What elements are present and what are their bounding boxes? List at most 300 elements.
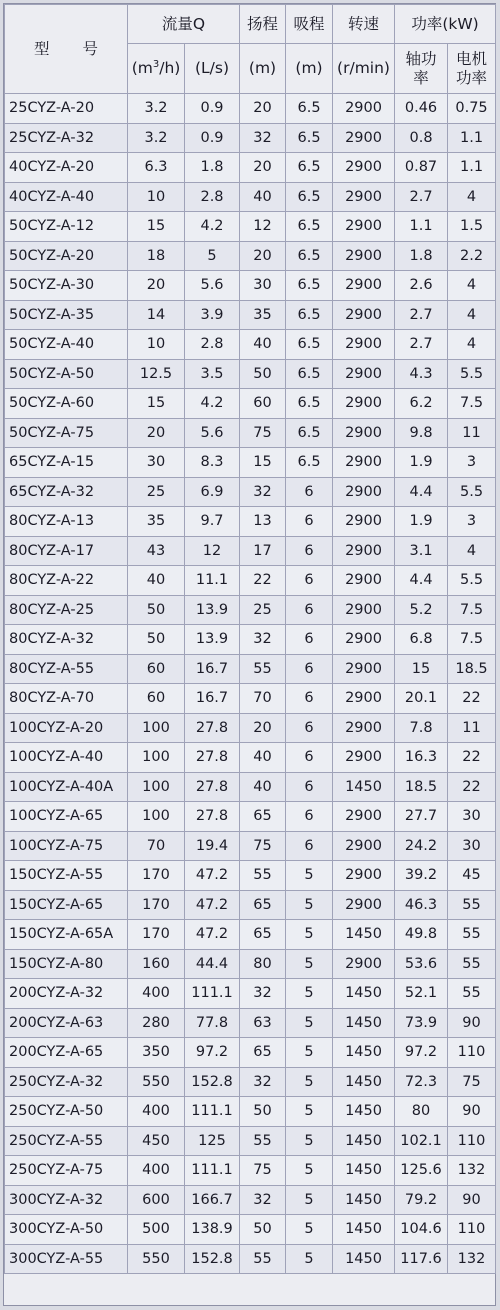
flow-m3h-cell: 450: [128, 1126, 185, 1156]
flow-m3h-cell: 14: [128, 300, 185, 330]
head-cell: 60: [240, 389, 286, 419]
flow-ls-cell: 13.9: [185, 625, 240, 655]
suction-cell: 5: [286, 1244, 333, 1274]
suction-cell: 6.5: [286, 94, 333, 124]
suction-cell: 5: [286, 861, 333, 891]
shaft-power-cell: 39.2: [395, 861, 448, 891]
speed-unit: (r/min): [333, 44, 395, 94]
speed-cell: 1450: [333, 1097, 395, 1127]
shaft-power-cell: 1.1: [395, 212, 448, 242]
head-cell: 25: [240, 595, 286, 625]
flow-m3h-cell: 25: [128, 477, 185, 507]
motor-power-cell: 55: [448, 949, 496, 979]
model-cell: 150CYZ-A-55: [5, 861, 128, 891]
model-cell: 80CYZ-A-55: [5, 654, 128, 684]
flow-ls-cell: 2.8: [185, 330, 240, 360]
flow-ls-cell: 125: [185, 1126, 240, 1156]
model-cell: 80CYZ-A-32: [5, 625, 128, 655]
model-cell: 50CYZ-A-30: [5, 271, 128, 301]
head-cell: 12: [240, 212, 286, 242]
shaft-power-cell: 117.6: [395, 1244, 448, 1274]
shaft-power-cell: 2.7: [395, 182, 448, 212]
speed-cell: 2900: [333, 389, 395, 419]
shaft-power-cell: 4.4: [395, 566, 448, 596]
flow-ls-cell: 152.8: [185, 1067, 240, 1097]
shaft-power-cell: 72.3: [395, 1067, 448, 1097]
motor-power-cell: 22: [448, 772, 496, 802]
speed-cell: 2900: [333, 359, 395, 389]
motor-power-cell: 3: [448, 507, 496, 537]
flow-unit-ls: (L/s): [185, 44, 240, 94]
flow-ls-cell: 47.2: [185, 861, 240, 891]
speed-cell: 2900: [333, 182, 395, 212]
motor-power-cell: 22: [448, 684, 496, 714]
head-cell: 20: [240, 153, 286, 183]
speed-cell: 2900: [333, 271, 395, 301]
flow-ls-cell: 111.1: [185, 979, 240, 1009]
motor-power-cell: 110: [448, 1038, 496, 1068]
head-cell: 70: [240, 684, 286, 714]
table-row: [5, 1097, 496, 1127]
model-cell: 150CYZ-A-65: [5, 890, 128, 920]
head-cell: 63: [240, 1008, 286, 1038]
motor-power-cell: 11: [448, 713, 496, 743]
head-cell: 15: [240, 448, 286, 478]
shaft-power-cell: 4.3: [395, 359, 448, 389]
flow-ls-cell: 4.2: [185, 389, 240, 419]
head-cell: 20: [240, 713, 286, 743]
flow-ls-cell: 4.2: [185, 212, 240, 242]
model-cell: 25CYZ-A-32: [5, 123, 128, 153]
speed-cell: 2900: [333, 890, 395, 920]
shaft-power-cell: 0.8: [395, 123, 448, 153]
table-row: [5, 212, 496, 242]
table-row: [5, 359, 496, 389]
motor-power-cell: 75: [448, 1067, 496, 1097]
suction-cell: 6: [286, 713, 333, 743]
table-row: [5, 1215, 496, 1245]
head-cell: 50: [240, 1097, 286, 1127]
shaft-power-cell: 73.9: [395, 1008, 448, 1038]
flow-m3h-cell: 100: [128, 743, 185, 773]
shaft-power-cell: 0.46: [395, 94, 448, 124]
speed-cell: 2900: [333, 94, 395, 124]
shaft-power-cell: 49.8: [395, 920, 448, 950]
head-cell: 32: [240, 979, 286, 1009]
flow-ls-cell: 47.2: [185, 920, 240, 950]
flow-ls-cell: 6.9: [185, 477, 240, 507]
head-cell: 22: [240, 566, 286, 596]
model-cell: 65CYZ-A-32: [5, 477, 128, 507]
head-cell: 20: [240, 241, 286, 271]
motor-power-cell: 5.5: [448, 477, 496, 507]
model-cell: 150CYZ-A-65A: [5, 920, 128, 950]
shaft-power-cell: 46.3: [395, 890, 448, 920]
model-cell: 100CYZ-A-75: [5, 831, 128, 861]
suction-cell: 5: [286, 890, 333, 920]
table-row: [5, 1244, 496, 1274]
flow-m3h-cell: 70: [128, 831, 185, 861]
motor-power-cell: 2.2: [448, 241, 496, 271]
suction-cell: 6: [286, 831, 333, 861]
speed-cell: 2900: [333, 241, 395, 271]
flow-m3h-cell: 60: [128, 654, 185, 684]
shaft-power-cell: 80: [395, 1097, 448, 1127]
flow-m3h-cell: 280: [128, 1008, 185, 1038]
suction-unit: (m): [286, 44, 333, 94]
motor-power-cell: 1.5: [448, 212, 496, 242]
motor-power-header: 电机功率: [448, 44, 496, 94]
flow-m3h-cell: 40: [128, 566, 185, 596]
table-row: [5, 861, 496, 891]
motor-power-cell: 3: [448, 448, 496, 478]
speed-cell: 1450: [333, 1008, 395, 1038]
flow-ls-cell: 5.6: [185, 418, 240, 448]
shaft-power-header: 轴功率: [395, 44, 448, 94]
table-row: [5, 536, 496, 566]
flow-ls-cell: 27.8: [185, 713, 240, 743]
speed-cell: 1450: [333, 1038, 395, 1068]
motor-power-cell: 11: [448, 418, 496, 448]
flow-m3h-cell: 160: [128, 949, 185, 979]
suction-cell: 6: [286, 477, 333, 507]
suction-cell: 6: [286, 802, 333, 832]
shaft-power-cell: 6.2: [395, 389, 448, 419]
motor-power-cell: 4: [448, 300, 496, 330]
table-row: [5, 507, 496, 537]
flow-m3h-cell: 50: [128, 625, 185, 655]
speed-cell: 2900: [333, 861, 395, 891]
head-cell: 40: [240, 772, 286, 802]
suction-cell: 6: [286, 507, 333, 537]
flow-m3h-cell: 100: [128, 713, 185, 743]
speed-cell: 2900: [333, 123, 395, 153]
suction-header: 吸程: [286, 5, 333, 44]
speed-cell: 1450: [333, 1215, 395, 1245]
model-cell: 100CYZ-A-65: [5, 802, 128, 832]
table-row: [5, 743, 496, 773]
table-row: [5, 1067, 496, 1097]
shaft-power-cell: 0.87: [395, 153, 448, 183]
table-row: [5, 802, 496, 832]
model-cell: 40CYZ-A-20: [5, 153, 128, 183]
speed-cell: 2900: [333, 477, 395, 507]
flow-m3h-cell: 350: [128, 1038, 185, 1068]
flow-ls-cell: 9.7: [185, 507, 240, 537]
shaft-power-cell: 24.2: [395, 831, 448, 861]
pump-spec-sheet: [3, 3, 496, 1306]
flow-ls-cell: 44.4: [185, 949, 240, 979]
model-cell: 200CYZ-A-65: [5, 1038, 128, 1068]
head-unit: (m): [240, 44, 286, 94]
suction-cell: 6: [286, 536, 333, 566]
suction-cell: 6.5: [286, 389, 333, 419]
suction-cell: 5: [286, 1067, 333, 1097]
motor-power-cell: 45: [448, 861, 496, 891]
flow-m3h-cell: 3.2: [128, 123, 185, 153]
motor-power-cell: 55: [448, 979, 496, 1009]
flow-header: 流量Q: [128, 5, 240, 44]
model-cell: 100CYZ-A-20: [5, 713, 128, 743]
suction-cell: 6: [286, 772, 333, 802]
flow-m3h-cell: 100: [128, 772, 185, 802]
head-cell: 32: [240, 1067, 286, 1097]
suction-cell: 6.5: [286, 212, 333, 242]
suction-cell: 5: [286, 1185, 333, 1215]
head-cell: 55: [240, 1244, 286, 1274]
speed-cell: 2900: [333, 713, 395, 743]
speed-cell: 2900: [333, 330, 395, 360]
flow-unit-m3h: $(m^3/h)$: [128, 44, 185, 94]
speed-cell: 2900: [333, 507, 395, 537]
flow-ls-cell: 5: [185, 241, 240, 271]
speed-cell: 2900: [333, 654, 395, 684]
shaft-power-cell: 102.1: [395, 1126, 448, 1156]
table-body: [5, 94, 496, 1274]
table-row: [5, 123, 496, 153]
head-cell: 75: [240, 418, 286, 448]
table-row: [5, 566, 496, 596]
model-cell: 300CYZ-A-50: [5, 1215, 128, 1245]
motor-power-cell: 132: [448, 1156, 496, 1186]
table-row: [5, 1038, 496, 1068]
model-cell: 80CYZ-A-22: [5, 566, 128, 596]
flow-m3h-cell: 18: [128, 241, 185, 271]
speed-cell: 2900: [333, 566, 395, 596]
shaft-power-cell: 15: [395, 654, 448, 684]
flow-ls-cell: 0.9: [185, 123, 240, 153]
shaft-power-cell: 18.5: [395, 772, 448, 802]
suction-cell: 6.5: [286, 153, 333, 183]
table-row: [5, 389, 496, 419]
flow-ls-cell: 47.2: [185, 890, 240, 920]
suction-cell: 6: [286, 595, 333, 625]
head-cell: 65: [240, 920, 286, 950]
flow-m3h-cell: 10: [128, 182, 185, 212]
model-cell: 50CYZ-A-60: [5, 389, 128, 419]
shaft-power-cell: 2.6: [395, 271, 448, 301]
motor-power-cell: 1.1: [448, 123, 496, 153]
suction-cell: 5: [286, 920, 333, 950]
shaft-power-cell: 1.8: [395, 241, 448, 271]
suction-cell: 6: [286, 654, 333, 684]
head-cell: 32: [240, 477, 286, 507]
shaft-power-cell: 4.4: [395, 477, 448, 507]
model-cell: 100CYZ-A-40A: [5, 772, 128, 802]
shaft-power-cell: 125.6: [395, 1156, 448, 1186]
speed-cell: 2900: [333, 448, 395, 478]
flow-ls-cell: 111.1: [185, 1156, 240, 1186]
table-row: [5, 625, 496, 655]
model-cell: 100CYZ-A-40: [5, 743, 128, 773]
motor-power-cell: 4: [448, 330, 496, 360]
table-row: [5, 1008, 496, 1038]
model-cell: 250CYZ-A-32: [5, 1067, 128, 1097]
speed-cell: 2900: [333, 300, 395, 330]
flow-ls-cell: 19.4: [185, 831, 240, 861]
suction-cell: 5: [286, 949, 333, 979]
speed-cell: 1450: [333, 920, 395, 950]
flow-m3h-cell: 15: [128, 212, 185, 242]
head-cell: 65: [240, 1038, 286, 1068]
flow-ls-cell: 16.7: [185, 654, 240, 684]
table-row: [5, 330, 496, 360]
suction-cell: 6: [286, 625, 333, 655]
flow-m3h-cell: 100: [128, 802, 185, 832]
table-row: [5, 271, 496, 301]
flow-ls-cell: 97.2: [185, 1038, 240, 1068]
flow-m3h-cell: 400: [128, 1156, 185, 1186]
model-cell: 150CYZ-A-80: [5, 949, 128, 979]
flow-m3h-cell: 50: [128, 595, 185, 625]
head-cell: 55: [240, 1126, 286, 1156]
flow-m3h-cell: 400: [128, 979, 185, 1009]
suction-cell: 5: [286, 1097, 333, 1127]
motor-power-cell: 18.5: [448, 654, 496, 684]
flow-ls-cell: 16.7: [185, 684, 240, 714]
motor-power-cell: 55: [448, 920, 496, 950]
table-row: [5, 241, 496, 271]
head-cell: 40: [240, 330, 286, 360]
model-header: 型 号: [5, 5, 128, 94]
shaft-power-cell: 27.7: [395, 802, 448, 832]
model-cell: 200CYZ-A-63: [5, 1008, 128, 1038]
flow-ls-cell: 3.9: [185, 300, 240, 330]
flow-ls-cell: 3.5: [185, 359, 240, 389]
head-cell: 75: [240, 831, 286, 861]
motor-power-cell: 4: [448, 271, 496, 301]
speed-cell: 2900: [333, 743, 395, 773]
motor-power-cell: 132: [448, 1244, 496, 1274]
suction-cell: 5: [286, 1126, 333, 1156]
motor-power-cell: 90: [448, 1185, 496, 1215]
motor-power-cell: 22: [448, 743, 496, 773]
table-row: [5, 477, 496, 507]
flow-m3h-cell: 170: [128, 890, 185, 920]
model-cell: 50CYZ-A-35: [5, 300, 128, 330]
shaft-power-cell: 52.1: [395, 979, 448, 1009]
head-cell: 75: [240, 1156, 286, 1186]
model-cell: 80CYZ-A-13: [5, 507, 128, 537]
head-cell: 65: [240, 802, 286, 832]
model-cell: 250CYZ-A-75: [5, 1156, 128, 1186]
suction-cell: 6.5: [286, 123, 333, 153]
speed-cell: 2900: [333, 802, 395, 832]
motor-power-cell: 30: [448, 831, 496, 861]
model-cell: 250CYZ-A-50: [5, 1097, 128, 1127]
speed-cell: 2900: [333, 153, 395, 183]
suction-cell: 5: [286, 1215, 333, 1245]
motor-power-cell: 30: [448, 802, 496, 832]
flow-m3h-cell: 170: [128, 920, 185, 950]
model-cell: 250CYZ-A-55: [5, 1126, 128, 1156]
head-cell: 50: [240, 359, 286, 389]
motor-power-cell: 5.5: [448, 359, 496, 389]
flow-ls-cell: 12: [185, 536, 240, 566]
suction-cell: 6: [286, 684, 333, 714]
shaft-power-cell: 2.7: [395, 330, 448, 360]
flow-ls-cell: 27.8: [185, 772, 240, 802]
suction-cell: 6: [286, 743, 333, 773]
suction-cell: 6.5: [286, 359, 333, 389]
pump-spec-table: [4, 4, 496, 1274]
model-cell: 40CYZ-A-40: [5, 182, 128, 212]
speed-cell: 2900: [333, 536, 395, 566]
shaft-power-cell: 1.9: [395, 448, 448, 478]
flow-ls-cell: 5.6: [185, 271, 240, 301]
table-row: [5, 684, 496, 714]
head-cell: 80: [240, 949, 286, 979]
shaft-power-cell: 97.2: [395, 1038, 448, 1068]
speed-cell: 2900: [333, 831, 395, 861]
head-cell: 40: [240, 182, 286, 212]
motor-power-cell: 110: [448, 1215, 496, 1245]
table-row: [5, 448, 496, 478]
flow-m3h-cell: 400: [128, 1097, 185, 1127]
shaft-power-cell: 20.1: [395, 684, 448, 714]
flow-ls-cell: 0.9: [185, 94, 240, 124]
table-row: [5, 831, 496, 861]
table-row: [5, 153, 496, 183]
speed-cell: 1450: [333, 1244, 395, 1274]
model-cell: 80CYZ-A-70: [5, 684, 128, 714]
flow-ls-cell: 2.8: [185, 182, 240, 212]
table-row: [5, 1126, 496, 1156]
motor-power-cell: 7.5: [448, 389, 496, 419]
motor-power-cell: 90: [448, 1008, 496, 1038]
motor-power-cell: 7.5: [448, 625, 496, 655]
model-cell: 65CYZ-A-15: [5, 448, 128, 478]
head-cell: 40: [240, 743, 286, 773]
power-header: 功率(kW): [395, 5, 496, 44]
head-cell: 32: [240, 1185, 286, 1215]
speed-cell: 1450: [333, 1126, 395, 1156]
suction-cell: 6.5: [286, 418, 333, 448]
model-cell: 300CYZ-A-32: [5, 1185, 128, 1215]
suction-cell: 5: [286, 979, 333, 1009]
flow-m3h-cell: 15: [128, 389, 185, 419]
suction-cell: 6.5: [286, 330, 333, 360]
shaft-power-cell: 6.8: [395, 625, 448, 655]
model-cell: 50CYZ-A-75: [5, 418, 128, 448]
shaft-power-cell: 5.2: [395, 595, 448, 625]
speed-cell: 1450: [333, 1067, 395, 1097]
motor-power-cell: 7.5: [448, 595, 496, 625]
model-cell: 50CYZ-A-40: [5, 330, 128, 360]
suction-cell: 5: [286, 1008, 333, 1038]
suction-cell: 6.5: [286, 241, 333, 271]
flow-m3h-cell: 43: [128, 536, 185, 566]
speed-cell: 2900: [333, 949, 395, 979]
motor-power-cell: 1.1: [448, 153, 496, 183]
flow-m3h-cell: 550: [128, 1244, 185, 1274]
suction-cell: 5: [286, 1156, 333, 1186]
flow-m3h-cell: 6.3: [128, 153, 185, 183]
flow-ls-cell: 138.9: [185, 1215, 240, 1245]
head-cell: 32: [240, 625, 286, 655]
flow-m3h-cell: 20: [128, 418, 185, 448]
shaft-power-cell: 53.6: [395, 949, 448, 979]
motor-power-cell: 4: [448, 182, 496, 212]
speed-cell: 1450: [333, 979, 395, 1009]
head-cell: 30: [240, 271, 286, 301]
table-row: [5, 1185, 496, 1215]
flow-ls-cell: 27.8: [185, 743, 240, 773]
table-row: [5, 949, 496, 979]
table-row: [5, 920, 496, 950]
flow-m3h-cell: 35: [128, 507, 185, 537]
flow-ls-cell: 27.8: [185, 802, 240, 832]
